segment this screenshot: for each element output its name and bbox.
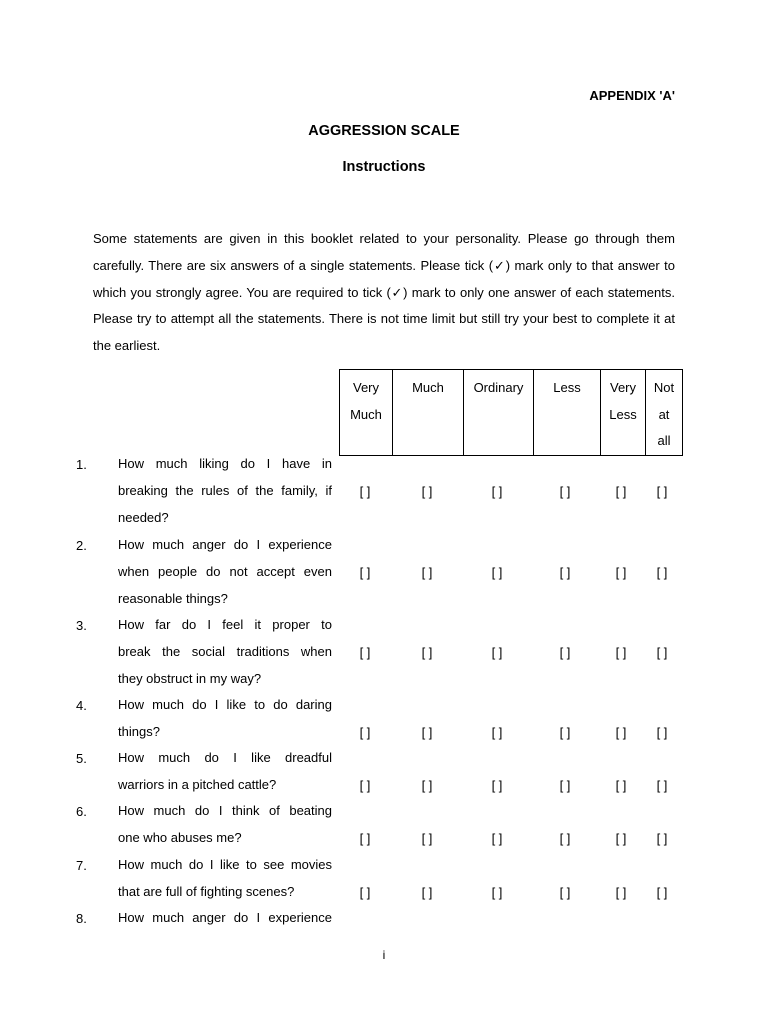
question-text [118, 852, 332, 906]
response-checkbox[interactable]: [ ] [421, 644, 433, 660]
response-checkbox[interactable]: [ ] [491, 777, 503, 793]
response-checkbox[interactable]: [ ] [421, 884, 433, 900]
scale-column-header [646, 370, 683, 456]
scale-column-label: Much [412, 380, 444, 395]
response-checkbox[interactable]: [ ] [656, 483, 668, 499]
question-number: 4. [76, 698, 87, 713]
scale-column-label: Very [352, 380, 379, 395]
question-number: 6. [76, 804, 87, 819]
question-line: warriors in a pitched cattle? [118, 776, 277, 792]
question-text [118, 798, 332, 852]
response-checkbox[interactable]: [ ] [615, 483, 627, 499]
scale-column-label: Very [609, 380, 636, 395]
scale-column-label: Much [350, 406, 382, 422]
response-checkbox[interactable]: [ ] [656, 564, 668, 580]
response-checkbox[interactable]: [ ] [359, 564, 371, 580]
response-checkbox[interactable]: [ ] [656, 884, 668, 900]
response-checkbox[interactable]: [ ] [421, 564, 433, 580]
response-checkbox[interactable]: [ ] [421, 777, 433, 793]
response-checkbox[interactable]: [ ] [656, 830, 668, 846]
response-checkbox[interactable]: [ ] [421, 483, 433, 499]
response-checkbox[interactable]: [ ] [559, 884, 571, 900]
instructions-paragraph: Some statements are given in this booklet related to your personality. Please go through them carefully. There are six answers of a single statements. Please tick (✓) mark only to that answer to which you strongly agree. You are required to tick (✓) mark to only one answer of each statements. Please try to attempt all the statements. There is not time limit but still try your best to complete it at the earliest. [93, 231, 675, 354]
scale-column-header [340, 370, 393, 456]
response-checkbox[interactable]: [ ] [559, 564, 571, 580]
response-checkbox[interactable]: [ ] [615, 564, 627, 580]
question-text [118, 692, 332, 746]
response-checkbox[interactable]: [ ] [615, 777, 627, 793]
question-number: 7. [76, 858, 87, 873]
scale-column-header [464, 370, 534, 456]
scale-column-label: Not [653, 380, 675, 395]
scale-column-label: Ordinary [473, 380, 524, 395]
question-number: 8. [76, 911, 87, 926]
response-checkbox[interactable]: [ ] [559, 830, 571, 846]
scale-column-header [393, 370, 464, 456]
question-line: How much anger do I experience [118, 910, 332, 925]
question-number: 1. [76, 457, 87, 472]
response-checkbox[interactable]: [ ] [421, 724, 433, 740]
question-line: they obstruct in my way? [118, 670, 262, 686]
response-checkbox[interactable]: [ ] [359, 777, 371, 793]
response-checkbox[interactable]: [ ] [491, 564, 503, 580]
question-line: needed? [118, 509, 169, 525]
page-title: AGGRESSION SCALE [308, 123, 460, 139]
response-checkbox[interactable]: [ ] [491, 830, 503, 846]
question-number: 2. [76, 538, 87, 553]
response-checkbox[interactable]: [ ] [491, 483, 503, 499]
response-checkbox[interactable]: [ ] [359, 644, 371, 660]
response-checkbox[interactable]: [ ] [559, 483, 571, 499]
question-line: when people do not accept even [118, 563, 332, 579]
response-checkbox[interactable]: [ ] [656, 724, 668, 740]
question-text [118, 451, 332, 531]
scale-column-header [601, 370, 646, 456]
question-line: How much do I like dreadful [118, 750, 332, 765]
response-checkbox[interactable]: [ ] [359, 830, 371, 846]
scale-column-label: all [657, 433, 671, 449]
response-checkbox[interactable]: [ ] [559, 777, 571, 793]
appendix-label: APPENDIX 'A' [589, 88, 675, 103]
question-line: one who abuses me? [118, 829, 242, 845]
response-checkbox[interactable]: [ ] [615, 830, 627, 846]
response-checkbox[interactable]: [ ] [491, 644, 503, 660]
question-text [118, 612, 332, 692]
question-line: How much liking do I have in [118, 456, 332, 471]
page-number: i [382, 948, 386, 962]
response-checkbox[interactable]: [ ] [359, 724, 371, 740]
question-line: breaking the rules of the family, if [118, 482, 332, 498]
response-checkbox[interactable]: [ ] [615, 724, 627, 740]
question-line: How much anger do I experience [118, 537, 332, 552]
question-line: things? [118, 723, 160, 739]
response-checkbox[interactable]: [ ] [656, 644, 668, 660]
response-checkbox[interactable]: [ ] [491, 884, 503, 900]
question-text [118, 532, 332, 612]
question-text [118, 905, 332, 932]
response-checkbox[interactable]: [ ] [615, 644, 627, 660]
response-checkbox[interactable]: [ ] [559, 644, 571, 660]
question-number: 3. [76, 618, 87, 633]
response-checkbox[interactable]: [ ] [491, 724, 503, 740]
question-line: that are full of fighting scenes? [118, 883, 295, 899]
question-line: reasonable things? [118, 590, 228, 606]
scale-column-header [534, 370, 601, 456]
question-line: How much do I think of beating [118, 803, 332, 818]
question-line: How much do I like to see movies [118, 857, 332, 872]
scale-column-label: Less [553, 380, 581, 395]
question-line: break the social traditions when [118, 643, 332, 659]
question-text [118, 745, 332, 799]
response-checkbox[interactable]: [ ] [559, 724, 571, 740]
question-line: How much do I like to do daring [118, 697, 332, 712]
response-checkbox[interactable]: [ ] [359, 483, 371, 499]
response-checkbox[interactable]: [ ] [359, 884, 371, 900]
question-line: How far do I feel it proper to [118, 617, 332, 632]
scale-column-label: at [658, 406, 670, 422]
response-scale-header [339, 369, 683, 456]
response-checkbox[interactable]: [ ] [656, 777, 668, 793]
response-checkbox[interactable]: [ ] [615, 884, 627, 900]
response-checkbox[interactable]: [ ] [421, 830, 433, 846]
question-number: 5. [76, 751, 87, 766]
instructions-heading: Instructions [342, 159, 426, 175]
scale-column-label: Less [609, 406, 637, 422]
